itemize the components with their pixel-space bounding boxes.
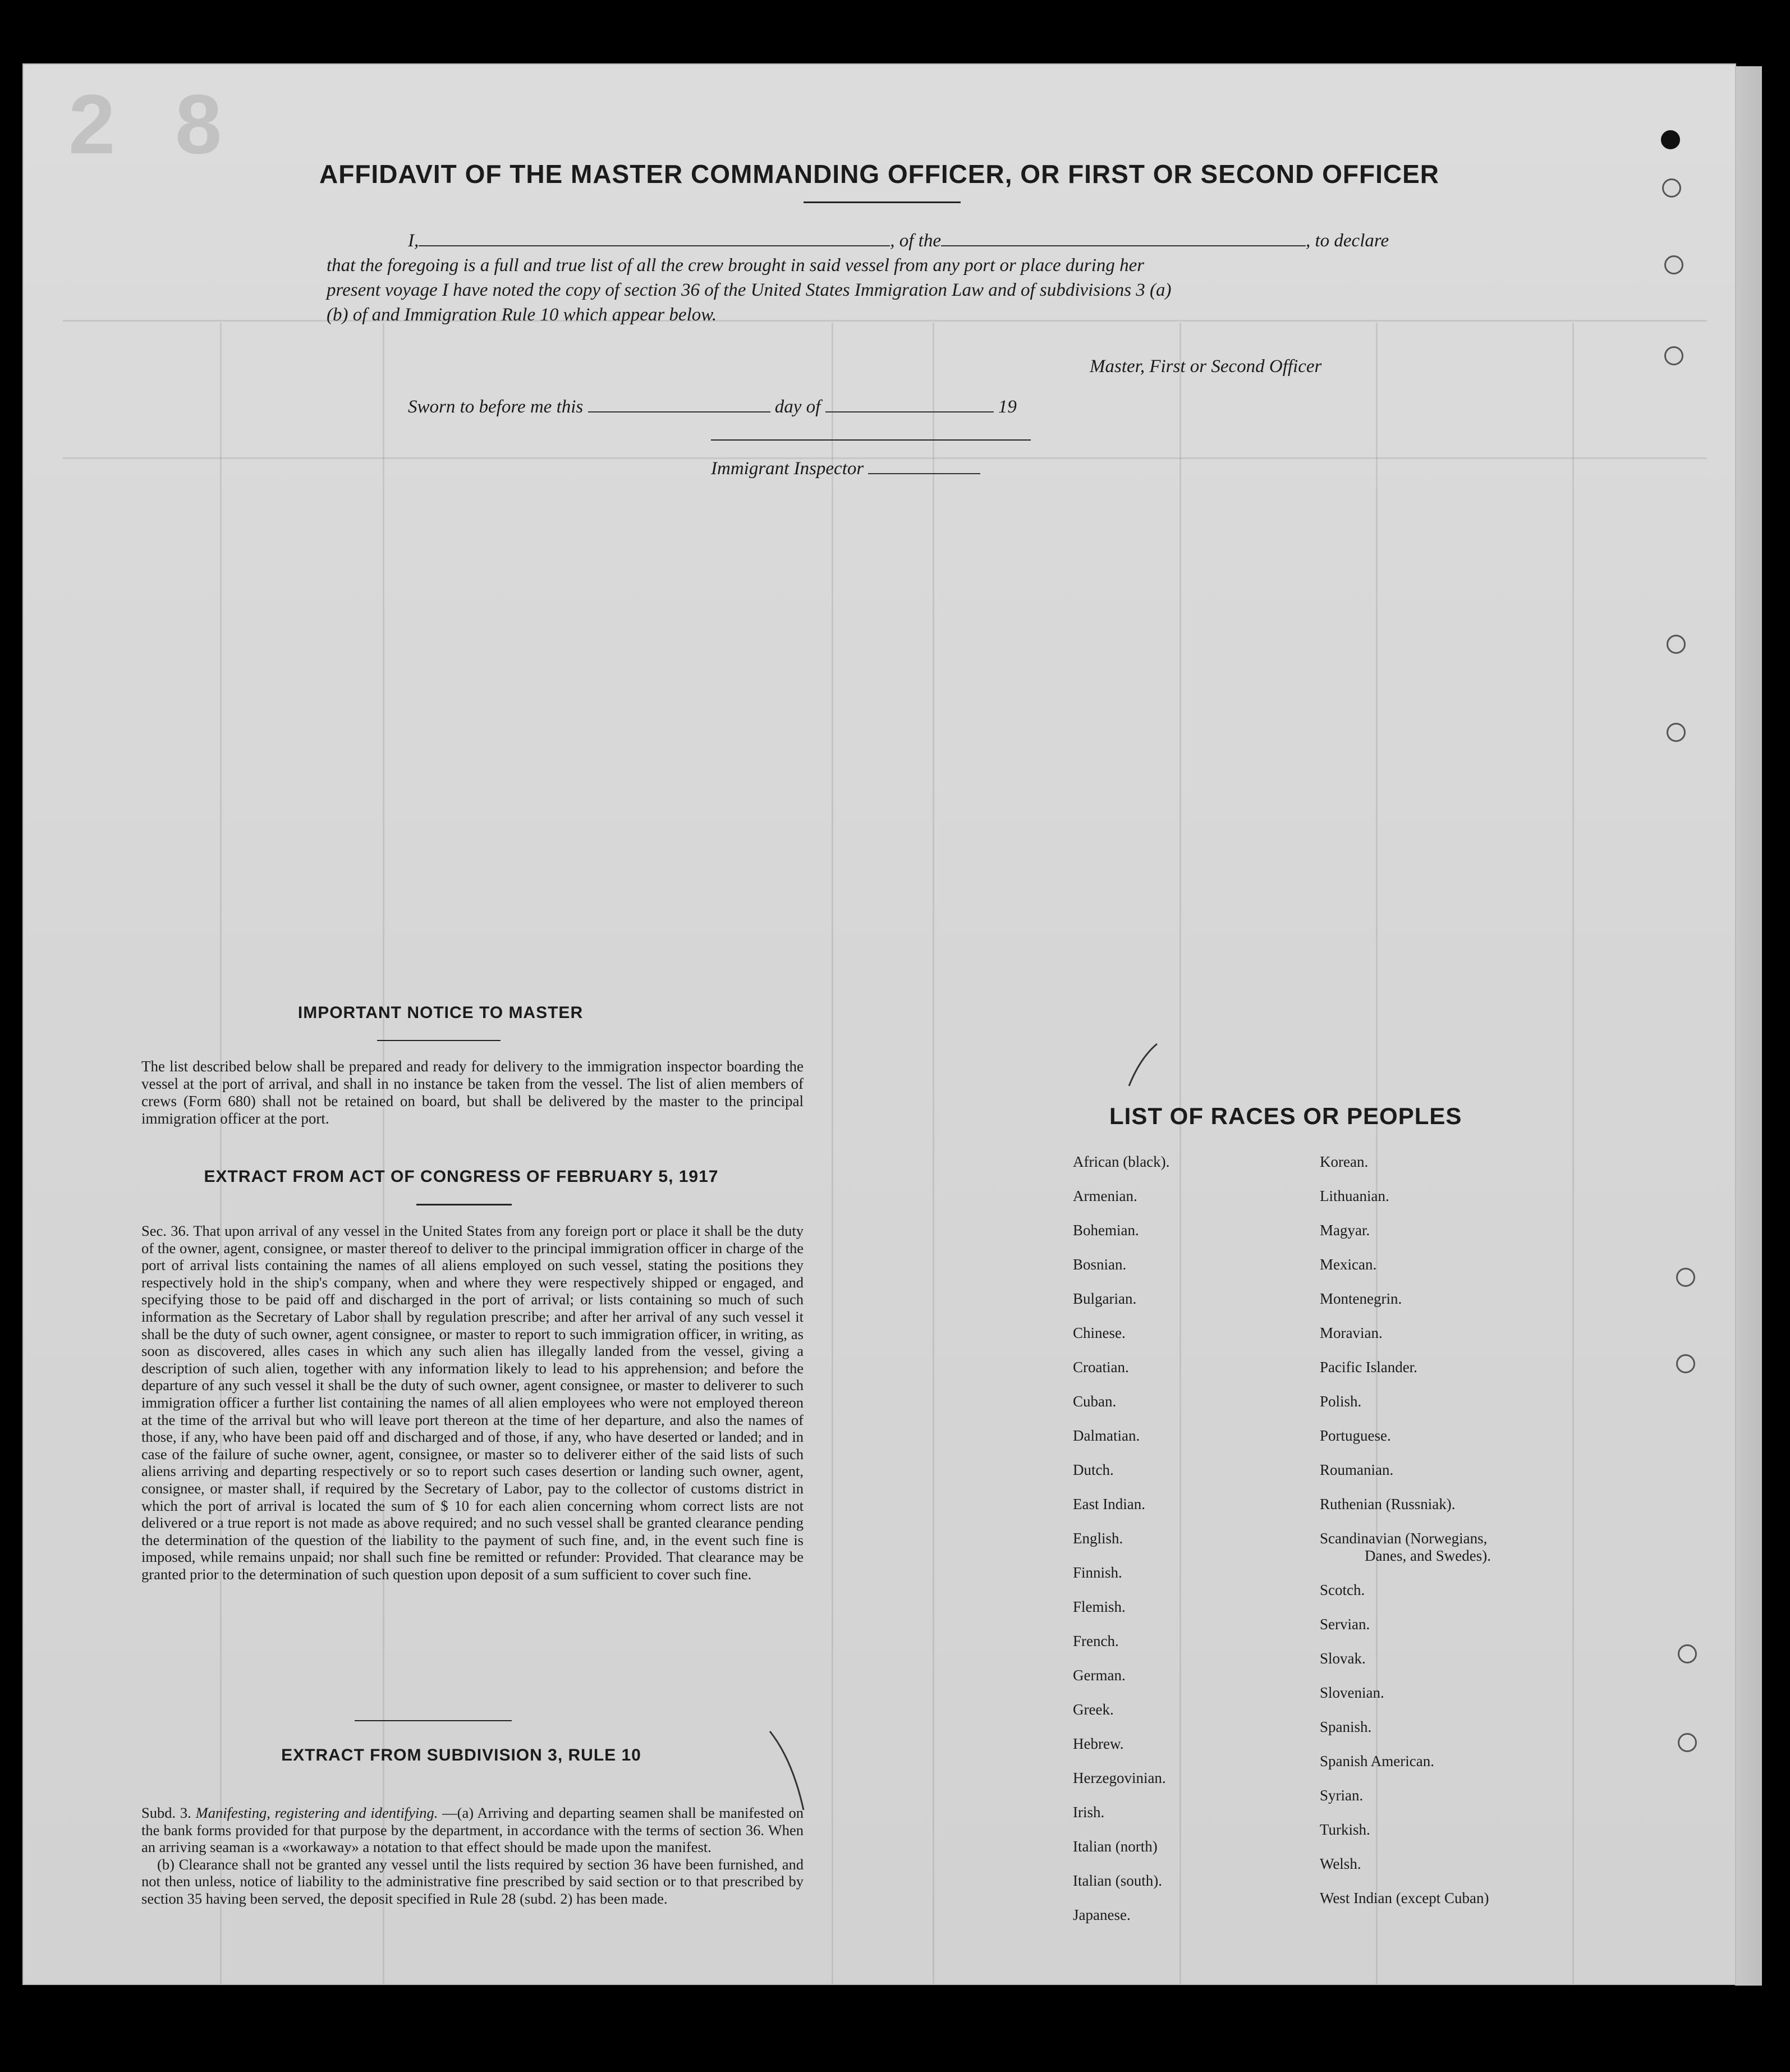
race-item: Moravian.: [1320, 1324, 1383, 1341]
affidavit-line1-mid: , of the: [890, 231, 941, 251]
race-item: Syrian.: [1320, 1787, 1364, 1804]
sworn-day-field[interactable]: [588, 411, 770, 412]
affidavit-line3: present voyage I have noted the copy of section 36 of the United States Immigration Law and of subdivisions 3 (a): [327, 280, 1172, 300]
sworn-month-field[interactable]: [825, 411, 994, 412]
extract-act-underline: [416, 1204, 512, 1205]
extract-rule-text: [141, 1804, 804, 1908]
race-item: Pacific Islander.: [1320, 1359, 1417, 1376]
subd-para-a: —(a) Arriving and departing seamen shall be manifested on the bank forms provided for that purpose by the department, in accordance with the terms of section 36. When an arriving seaman is a «workaway» a notation to that effect should be made upon the manifest.: [141, 1804, 804, 1856]
subd-heading: Manifesting, registering and identifying.: [195, 1804, 438, 1821]
race-item: Hebrew.: [1073, 1735, 1124, 1752]
sworn-line: [408, 397, 1017, 418]
sec-label: Sec. 36.: [141, 1222, 190, 1239]
race-item: Lithuanian.: [1320, 1188, 1389, 1204]
race-item: Armenian.: [1073, 1188, 1137, 1204]
race-item: Danes, and Swedes).: [1365, 1547, 1491, 1564]
race-item: French.: [1073, 1633, 1119, 1649]
race-item: Polish.: [1320, 1393, 1362, 1410]
pen-mark: [1123, 1041, 1163, 1092]
race-item: Portuguese.: [1320, 1427, 1391, 1444]
notice-title: IMPORTANT NOTICE TO MASTER: [297, 1003, 584, 1022]
punch-hole: [1661, 130, 1680, 149]
race-item: Slovenian.: [1320, 1684, 1384, 1701]
pen-mark: [764, 1726, 815, 1816]
punch-hole: [1678, 1733, 1697, 1752]
race-item: West Indian (except Cuban): [1320, 1890, 1489, 1906]
race-item: Italian (north): [1073, 1838, 1158, 1855]
race-item: Spanish.: [1320, 1718, 1372, 1735]
bleed-through-rule: [832, 323, 833, 1984]
race-item: Scotch.: [1320, 1581, 1365, 1598]
punch-hole: [1667, 635, 1686, 654]
race-item: Croatian.: [1073, 1359, 1129, 1376]
master-name-field[interactable]: [419, 245, 890, 246]
extract-rule-title: EXTRACT FROM SUBDIVISION 3, RULE 10: [281, 1746, 641, 1764]
race-item: Welsh.: [1320, 1855, 1361, 1872]
page-edge-strip: [1735, 66, 1762, 1986]
race-item: English.: [1073, 1530, 1123, 1547]
sworn-signature-line: [711, 439, 1031, 441]
master-signature-label: Master, First or Second Officer: [1090, 356, 1322, 377]
races-right-column: [1320, 1153, 1656, 1939]
race-item: Dutch.: [1073, 1461, 1114, 1478]
inspector-label: Immigrant Inspector: [711, 459, 864, 479]
race-item: East Indian.: [1073, 1496, 1145, 1512]
race-item: Magyar.: [1320, 1222, 1370, 1239]
race-item: Bosnian.: [1073, 1256, 1127, 1273]
punch-hole: [1676, 1268, 1695, 1287]
race-item: Mexican.: [1320, 1256, 1377, 1273]
race-item: Bulgarian.: [1073, 1290, 1137, 1307]
notice-underline: [377, 1040, 501, 1041]
subd-para-b: (b) Clearance shall not be granted any vessel until the lists required by section 36 have been furnished, and not then unless, notice of liability to the administrative fine prescribed by said section or to that prescribed by section 35 having been served, the deposit specified in Rule 28 (subd. 2) has been made.: [141, 1855, 804, 1907]
punch-hole: [1662, 178, 1681, 198]
race-item: Spanish American.: [1320, 1753, 1434, 1770]
bleed-through-numeral: 2: [68, 77, 116, 171]
race-item: Cuban.: [1073, 1393, 1117, 1410]
day-of-label: day of: [774, 397, 821, 417]
race-item: Turkish.: [1320, 1821, 1370, 1838]
affidavit-title: AFFIDAVIT OF THE MASTER COMMANDING OFFICER, OR FIRST OR SECOND OFFICER: [319, 159, 1439, 189]
race-item: Italian (south).: [1073, 1872, 1162, 1889]
extract-act-text: [141, 1222, 804, 1583]
section-divider: [355, 1720, 512, 1721]
punch-hole: [1664, 255, 1683, 274]
subd-a-paragraph: [141, 1804, 804, 1856]
race-item: African (black).: [1073, 1153, 1170, 1170]
bleed-through-rule: [933, 323, 934, 1984]
races-title: LIST OF RACES OR PEOPLES: [1109, 1103, 1462, 1129]
affidavit-line1-end: , to declare: [1305, 231, 1389, 251]
year-prefix: 19: [998, 397, 1017, 417]
race-item: Herzegovinian.: [1073, 1770, 1166, 1786]
document-page: [24, 65, 1735, 1984]
race-item: German.: [1073, 1667, 1126, 1684]
title-underline: [804, 201, 961, 203]
punch-hole: [1678, 1644, 1697, 1663]
sec-36-text: That upon arrival of any vessel in the United States from any foreign port or place it shall be the duty of the owner, agent, consignee, or master thereof to deliver to the principal immigration officer in charge of the port of arrival lists containing the names of all aliens employed on such vessel, stating the positions they respectively hold in the ship's company, when and where they were respectively shipped or engaged, and specifying those to be paid off and discharged in the port of arrival; or lists containing so much of such information as the Secretary of Labor shall by regulation prescribe; and after her arrival of any such vessel it shall be the duty of such owner, agent consignee, or master to report to such immigration officer, in writing, as soon as discovered, alles cases in which any such alien has illegally landed from the vessel, giving a description of such alien, together with any information likely to lead to his apprehension; and before the departure of any such vessel it shall be the duty of such owner, agent consignee, or master to deliverer to such immigration officer a further list containing the names of all alien employees who were not employed thereon at the time of the arrival but who will leave port thereon at the time of her departure, and also the names of those, if any, who have been paid off and discharged and of those, if any, who have deserted or landed; and in case of the failure of suche owner, agent, consignee, or master so to deliverer either of the said lists of such aliens arriving and departing respectively or so to report such cases desertion or landing such owner, agent, consignee, or master shall, if required by the Secretary of Labor, pay to the collector of customs district in which the port of arrival is located the sum of $ 10 for each alien concerning whom correct lists are not delivered or a true report is not made as above required; and no such vessel shall be granted clearance pending the determination of the question of the liability to the payment of such fine, and, in the event such fine is imposed, while remains unpaid; nor shall such fine be remitted or refunder: Provided. That clearance may be granted prior to the determination of such question upon deposit of a sum sufficient to cover such fine.: [141, 1222, 804, 1583]
race-item: Montenegrin.: [1320, 1290, 1402, 1307]
inspector-line: [711, 459, 980, 479]
race-item: Korean.: [1320, 1153, 1369, 1170]
inspector-signature-field[interactable]: [868, 473, 980, 474]
bleed-through-rule: [383, 323, 384, 1984]
race-item: Bohemian.: [1073, 1222, 1139, 1239]
punch-hole: [1676, 1354, 1695, 1373]
affidavit-statement: [327, 228, 1449, 327]
race-item: Roumanian.: [1320, 1461, 1394, 1478]
race-item: Scandinavian (Norwegians,: [1320, 1530, 1488, 1547]
bleed-through-numeral: 8: [175, 77, 222, 171]
affidavit-line2: that the foregoing is a full and true list of all the crew brought in said vessel from any port or place during her: [327, 255, 1145, 276]
race-item: Greek.: [1073, 1701, 1114, 1718]
race-item: Servian.: [1320, 1616, 1370, 1633]
extract-act-title: EXTRACT FROM ACT OF CONGRESS OF FEBRUARY 5, 1917: [204, 1167, 719, 1186]
race-item: Irish.: [1073, 1804, 1105, 1821]
race-item: Slovak.: [1320, 1650, 1366, 1667]
race-item: Dalmatian.: [1073, 1427, 1140, 1444]
punch-hole: [1667, 723, 1686, 742]
notice-text: The list described below shall be prepared and ready for delivery to the immigration inspector boarding the vessel at the port of arrival, and shall in no instance be taken from the vessel. The list of alien members of crews (Form 680) shall not be retained on board, but shall be delivered by the master to the principal immigration officer at the port.: [141, 1058, 804, 1127]
subd-label: Subd. 3.: [141, 1804, 191, 1821]
race-item: Ruthenian (Russniak).: [1320, 1496, 1456, 1512]
affidavit-line1-start: I,: [408, 231, 419, 251]
affidavit-line4: (b) of and Immigration Rule 10 which appear below.: [327, 305, 717, 325]
sworn-label: Sworn to before me this: [408, 397, 584, 417]
race-item: Finnish.: [1073, 1564, 1122, 1581]
race-item: Chinese.: [1073, 1324, 1126, 1341]
vessel-name-field[interactable]: [941, 245, 1306, 246]
race-item: Japanese.: [1073, 1906, 1131, 1923]
punch-hole: [1664, 346, 1683, 365]
bleed-through-rule: [220, 323, 222, 1984]
races-left-column: [1073, 1153, 1353, 1939]
race-item: Flemish.: [1073, 1598, 1126, 1615]
